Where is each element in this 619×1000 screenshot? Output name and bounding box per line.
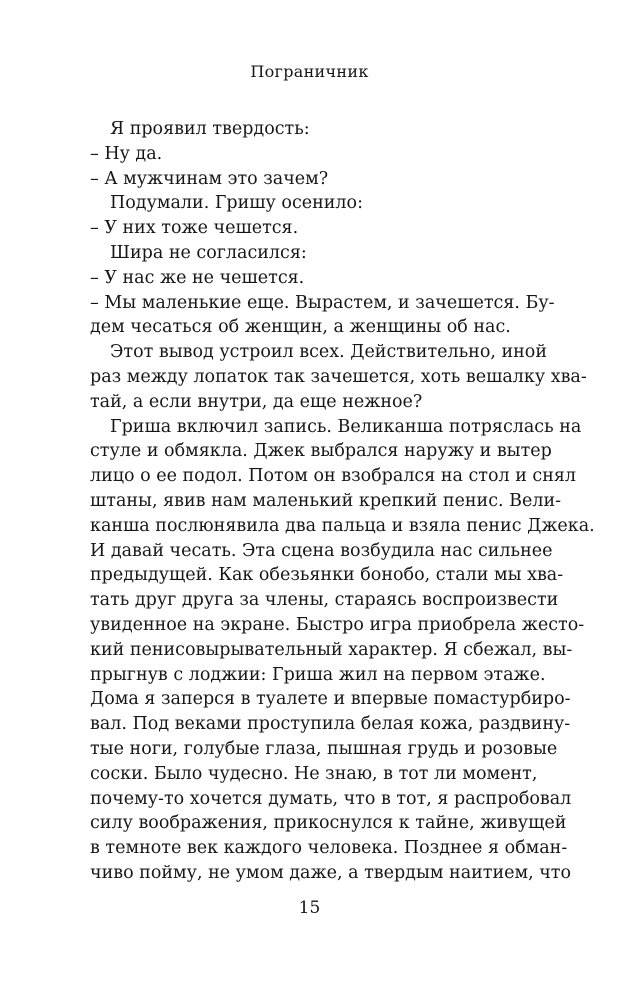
text-line: канша послюнявила два пальца и взяла пенис Джека. bbox=[90, 515, 595, 536]
text-line: соски. Было чудесно. Не знаю, в тот ли момент, bbox=[90, 763, 538, 784]
text-line: – Ну да. bbox=[90, 143, 163, 164]
text-line: тать друг друга за члены, стараясь воспроизвести bbox=[90, 590, 559, 611]
text-line: почему-то хочется думать, что в тот, я распробовал bbox=[90, 788, 572, 809]
running-head: Пограничник bbox=[250, 62, 369, 81]
text-line: стуле и обмякла. Джек выбрался наружу и вытер bbox=[90, 441, 552, 462]
text-line: дем чесаться об женщин, а женщины об нас. bbox=[90, 317, 511, 338]
text-line: Гриша включил запись. Великанша потряслась на bbox=[110, 416, 582, 437]
text-line: раз между лопаток так зачешется, хоть вешалку хва- bbox=[90, 366, 587, 387]
text-line: предыдущей. Как обезьянки бонобо, стали мы хва- bbox=[90, 565, 564, 586]
text-line: Шира не согласился: bbox=[110, 242, 307, 263]
text-line: лицо о ее подол. Потом он взобрался на стол и снял bbox=[90, 466, 577, 487]
text-line: тые ноги, голубые глаза, пышная грудь и розовые bbox=[90, 738, 558, 759]
text-line: прыгнув с лоджии: Гриша жил на первом этаже. bbox=[90, 664, 546, 685]
text-line: увиденное на экране. Быстро игра приобрела жесто- bbox=[90, 614, 585, 635]
text-line: тай, а если внутри, да еще нежное? bbox=[90, 391, 423, 412]
text-line: Подумали. Гришу осенило: bbox=[110, 193, 363, 214]
text-line: Я проявил твердость: bbox=[110, 119, 310, 139]
text-line: Дома я заперся в туалете и впервые помастурбиро- bbox=[90, 689, 571, 710]
text-line: – А мужчинам это зачем? bbox=[90, 168, 329, 189]
text-line: в темноте век каждого человека. Позднее я обман- bbox=[90, 838, 568, 859]
text-line: штаны, явив нам маленький крепкий пенис. Вели- bbox=[90, 490, 562, 511]
page-number: 15 bbox=[298, 898, 321, 918]
text-line: И давай чесать. Эта сцена возбудила нас сильнее bbox=[90, 540, 553, 561]
body-text bbox=[90, 117, 595, 886]
text-line: кий пенисовырывательный характер. Я сбежал, вы- bbox=[90, 639, 573, 660]
text-line: – У нас же не чешется. bbox=[90, 267, 305, 288]
text-line: силу воображения, прикоснулся к тайне, живущей bbox=[90, 813, 567, 834]
text-line: вал. Под веками проступила белая кожа, раздвину- bbox=[90, 714, 571, 735]
text-line: – Мы маленькие еще. Вырастем, и зачешется. Бу- bbox=[90, 292, 555, 313]
text-line: чиво пойму, не умом даже, а твердым наитием, что bbox=[90, 862, 572, 883]
text-line: – У них тоже чешется. bbox=[90, 218, 299, 239]
text-line: Этот вывод устроил всех. Действительно, иной bbox=[110, 342, 548, 363]
